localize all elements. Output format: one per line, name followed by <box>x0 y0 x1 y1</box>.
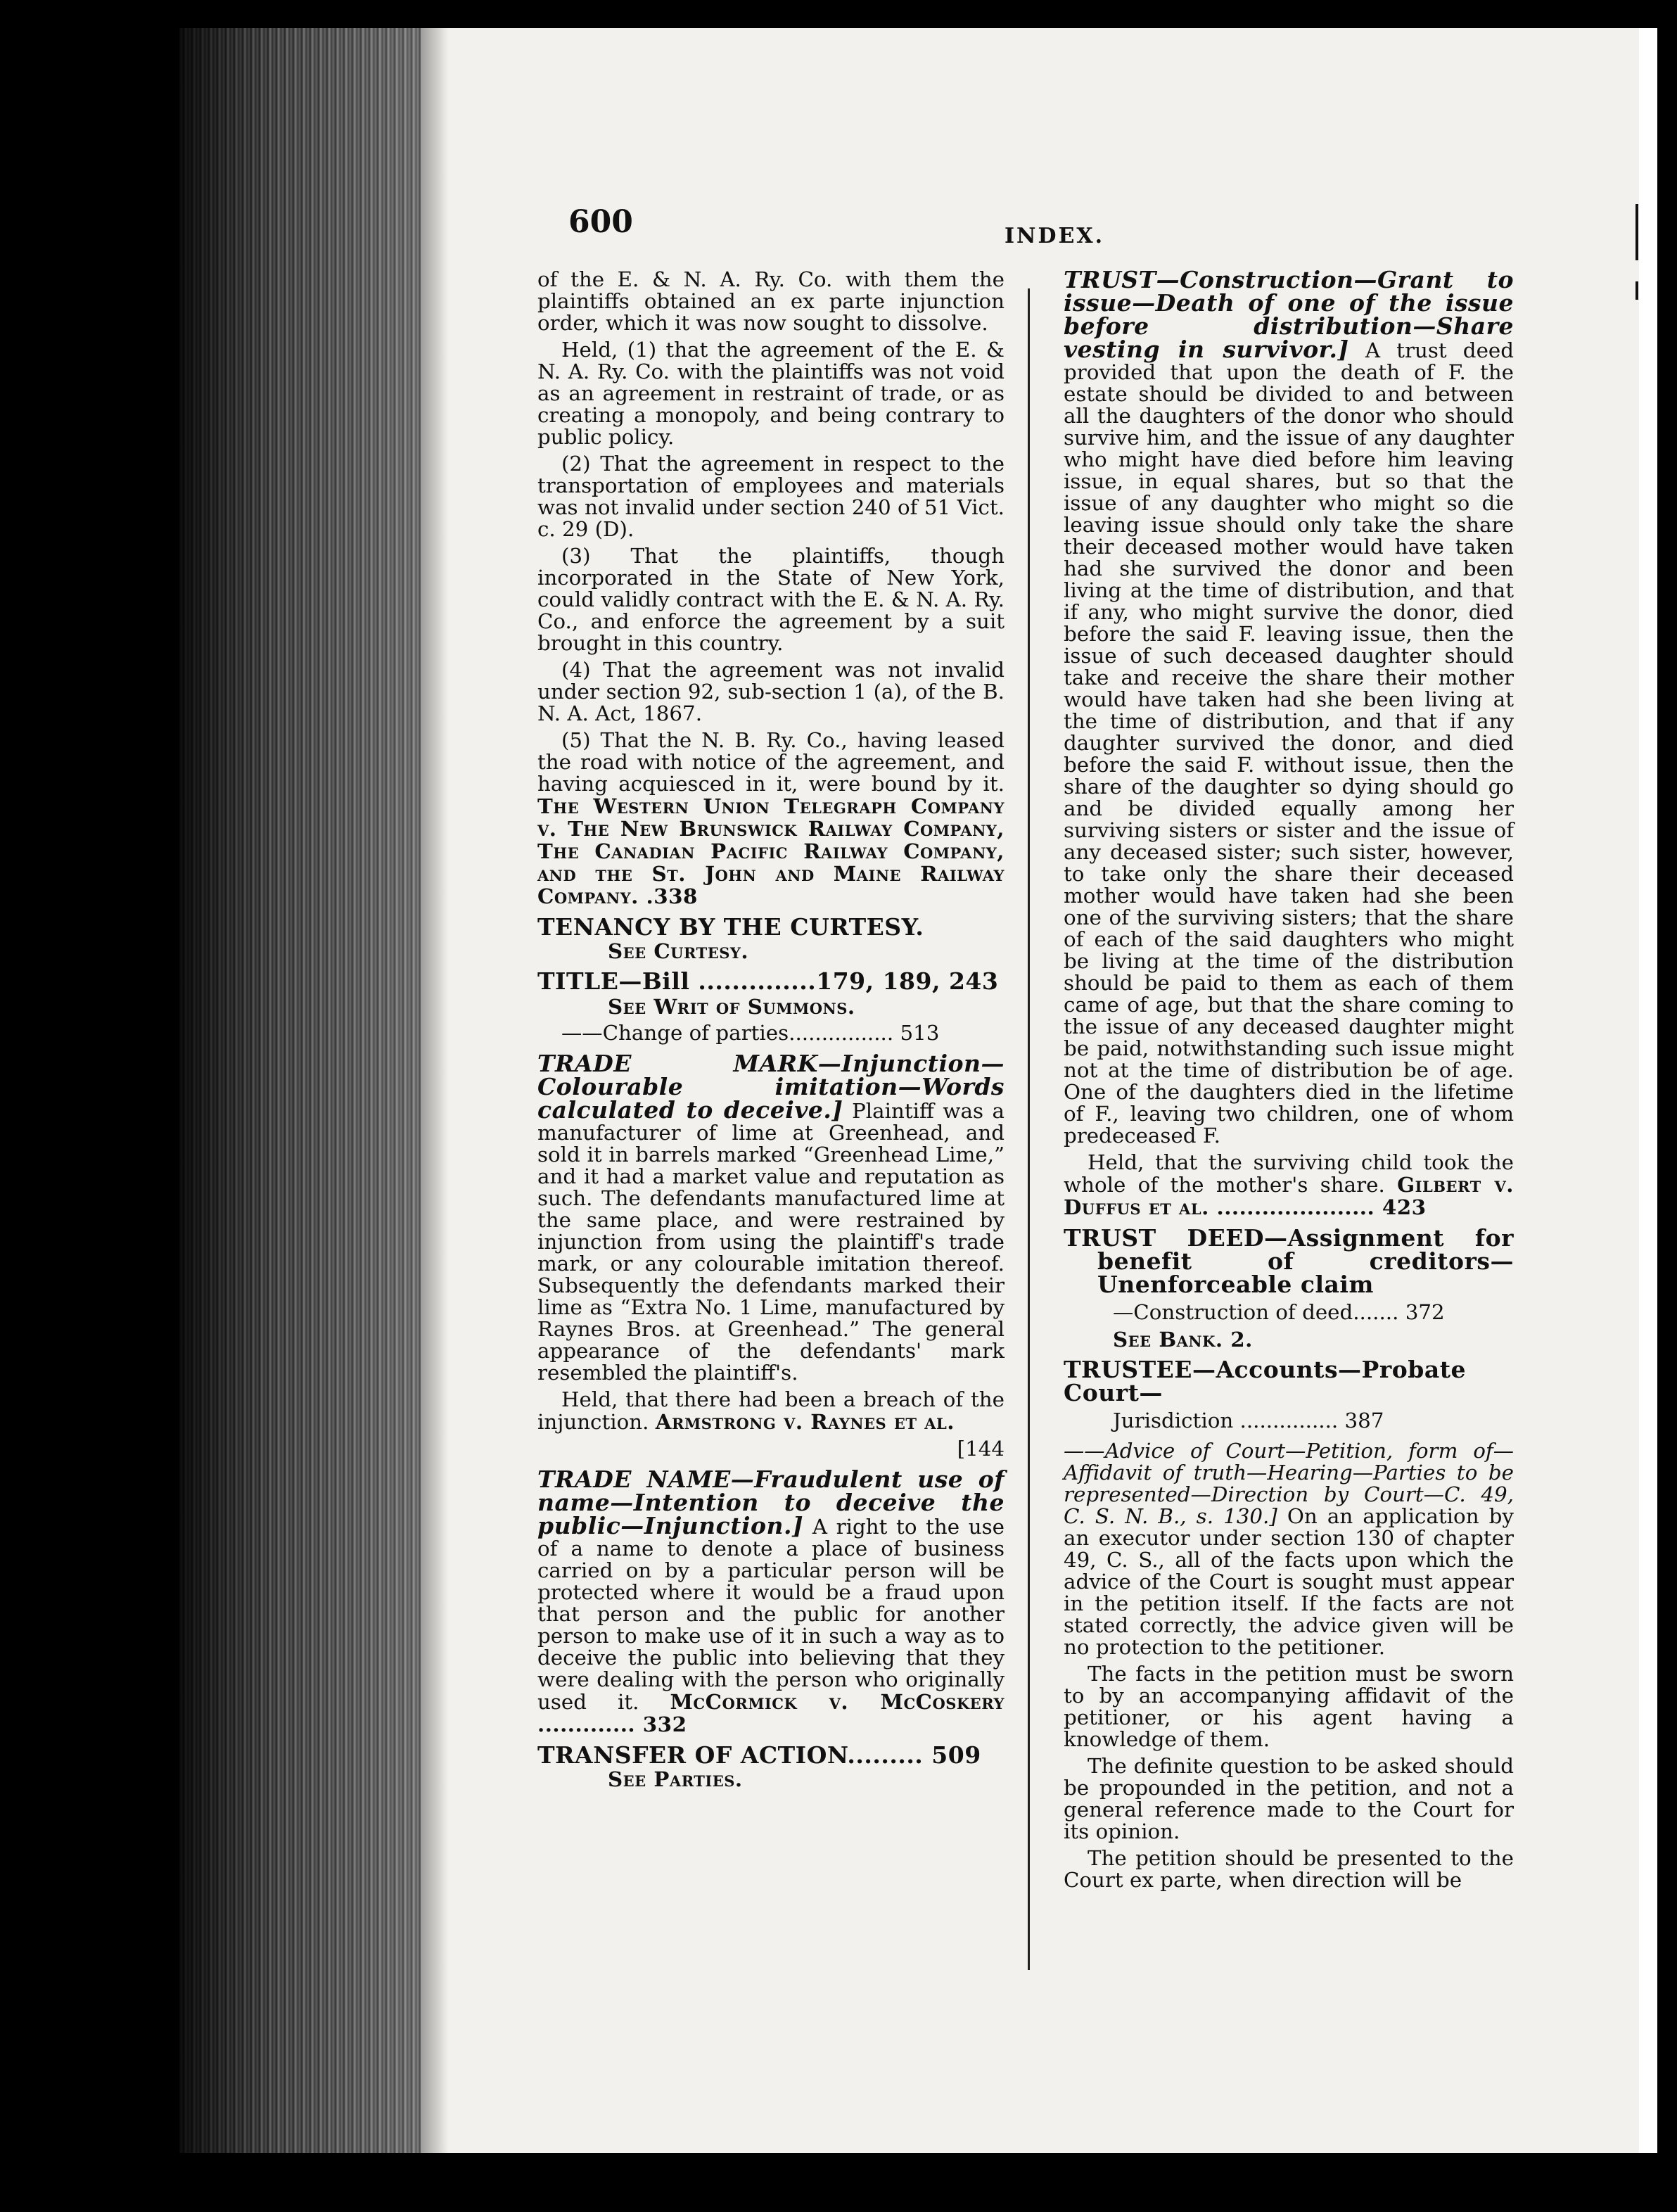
entry-heading-trust-deed: TRUST DEED—Assignment for benefit of creditors—Unenforceable claim <box>1064 1224 1514 1298</box>
holding-4: (4) That the agreement was not invalid under section 92, sub-section 1 (a), of the B. N. A. Act, 1867. <box>537 658 1005 725</box>
entry-heading-trade-name: TRADE NAME—Fraudulent use of name—Intention to deceive the public—Injunction.] <box>537 1466 1005 1539</box>
holding-5-text: (5) That the N. B. Ry. Co., having leased the road with notice of the agreement, and having acquiesced in it, were bound by it. <box>537 728 1005 796</box>
held-paragraph <box>537 1389 1005 1433</box>
edge-mark <box>1635 281 1638 300</box>
holding-3: (3) That the plaintiffs, though incorporated in the State of New York, could validly contract with the E. & N. A. Ry. Co., and enforce the agreement by a suit brought in this country. <box>537 544 1005 655</box>
see-reference: See Writ of Summons. <box>608 994 855 1019</box>
entry-body: A trust deed provided that upon the death of F. the estate should be divided to and between all the daughters of the donor who should survive him, and the issue of any daughter who might have died before him leaving issue, in equal shares, but so that the issue of any daughter who might so die leaving issue should only take the share their deceased mother would have taken had she survived the donor and been living at the time of distribution, and that if any, who might survive the donor, died before the said F. leaving issue, then the issue of such deceased daughter should take and receive the share their mother would have taken had she been living at the time of distribution, and that if any daughter survived the donor, and died before the said F. without issue, then the share of the daughter so dying should go and be divided equally among her surviving sisters or sister and the issue of any deceased sister; such sister, however, to take only the share their deceased mother would have taken had she been one of the surviving sisters; that the share of each of the said daughters who might be living at the time of the distribution should be paid to them as each of them came of age, but that the share coming to the issue of any deceased daughter might be paid, notwithstanding such issue might not at the time of distribution be of age. One of the daughters died in the lifetime of F., leaving two children, one of whom predeceased F. <box>1064 338 1514 1148</box>
see-reference: See Parties. <box>608 1767 743 1791</box>
entry-heading-trade-mark: TRADE MARK—Injunction—Colourable imitation—Words calculated to deceive.] <box>537 1050 1005 1124</box>
case-citation: Armstrong v. Raynes et al. <box>655 1409 955 1434</box>
see-reference: See Curtesy. <box>608 939 749 963</box>
right-column <box>1064 266 1514 1896</box>
entry-continuation: of the E. & N. A. Ry. Co. with them the plaintiffs obtained an ex parte injunction order, which it was now sought to dissolve. <box>537 267 1005 335</box>
entry-body: On an application by an executor under section 130 of chapter 49, C. S., all of the facts upon which the advice of the Court is sought must appear in the petition itself. If the facts are not stated correctly, the advice given will be no protection to the petitioner. <box>1064 1504 1514 1659</box>
advice-paragraph: The definite question to be asked should be propounded in the petition, and not a general reference made to the Court for its opinion. <box>1064 1754 1514 1843</box>
book-page-edges <box>179 28 422 2153</box>
entry-heading-tenancy: TENANCY BY THE CURTESY. <box>537 913 924 941</box>
entry-heading-advice: ——Advice of Court—Petition, form of—Affidavit of truth—Hearing—Parties to be represented—Direction by Court—C. 49, C. S. N. B., s. 130.] <box>1064 1439 1514 1528</box>
entry-heading-title: TITLE—Bill ..............179, 189, 243 <box>537 967 999 995</box>
see-reference: See Bank. 2. <box>1113 1327 1253 1352</box>
case-citation: The Western Union Telegraph Company v. The New Brunswick Railway Company, The Canadian Pacific Railway Company, and the St. John and Maine Railway Company. .338 <box>537 794 1005 908</box>
holding-2: (2) That the agreement in respect to the transportation of employees and materials was not invalid under section 240 of 51 Vict. c. 29 (D). <box>537 452 1005 541</box>
page-number: 600 <box>568 204 633 240</box>
entry-heading-trust: TRUST—Construction—Grant to issue—Death of one of the issue before distribution—Share vesting in survivor.] <box>1064 266 1514 363</box>
entry-trade-name <box>537 1468 1005 1736</box>
page-reference: [144 <box>957 1437 1005 1461</box>
running-head: INDEX. <box>1005 224 1105 248</box>
entry-body: A right to the use of a name to denote a place of business carried on by a particular person will be protected where it would be a fraud upon that person and the public for another person to make use of it in such a way as to deceive the public into believing that they were dealing with the person who originally used it. <box>537 1515 1005 1714</box>
page-margin-strip <box>1639 28 1657 2153</box>
held-paragraph <box>1064 1152 1514 1219</box>
case-citation: McCormick v. McCoskery ............. 332 <box>537 1689 1005 1736</box>
entry-trust-deed <box>1064 1224 1514 1298</box>
edge-mark <box>1635 204 1638 260</box>
entry-body: Plaintiff was a manufacturer of lime at Greenhead, and sold it in barrels marked “Greenhead Lime,” and it had a market value and reputation as such. The defendants manufactured lime at the same place, and were restrained by injunction from using the plaintiff's trade mark, or any colourable imitation thereof. Subsequently the defendants marked their lime as “Extra No. 1 Lime, manufactured by Raynes Bros. at Greenhead.” The general appearance of the defendants' mark resembled the plaintiff's. <box>537 1099 1005 1385</box>
holding-5 <box>537 730 1005 908</box>
entry-trade-mark <box>537 1050 1005 1385</box>
held-text: Held, that the surviving child took the whole of the mother's share. <box>1064 1150 1514 1197</box>
case-citation: Gilbert v. Duffus et al. ..................... 423 <box>1064 1172 1514 1219</box>
advice-paragraph: The facts in the petition must be sworn to by an accompanying affidavit of the petitioner, or his agent having a knowledge of them. <box>1064 1662 1514 1751</box>
column-rule <box>1028 288 1030 1970</box>
entry-title-change: ——Change of parties................ 513 <box>561 1021 940 1045</box>
entry-heading-transfer: TRANSFER OF ACTION......... 509 <box>537 1741 981 1769</box>
gutter-shadow <box>421 28 449 2153</box>
entry-title-bill <box>537 967 1005 995</box>
entry-subheading: Jurisdiction ............... 387 <box>1113 1409 1384 1432</box>
holding-1: Held, (1) that the agreement of the E. & N. A. Ry. Co. with the plaintiffs was not void as an agreement in restraint of trade, or as creating a monopoly, and being contrary to public policy. <box>537 338 1005 449</box>
left-column <box>537 269 1005 1795</box>
advice-paragraph: The petition should be presented to the Court ex parte, when direction will be <box>1064 1846 1514 1892</box>
entry-trust <box>1064 266 1514 1148</box>
entry-subheading: —Construction of deed....... 372 <box>1113 1300 1445 1324</box>
entry-advice <box>1064 1440 1514 1658</box>
entry-trustee <box>1064 1356 1514 1406</box>
entry-heading-trustee: TRUSTEE—Accounts—Probate Court— <box>1064 1356 1466 1406</box>
held-text: Held, that there had been a breach of the injunction. <box>537 1387 1005 1434</box>
